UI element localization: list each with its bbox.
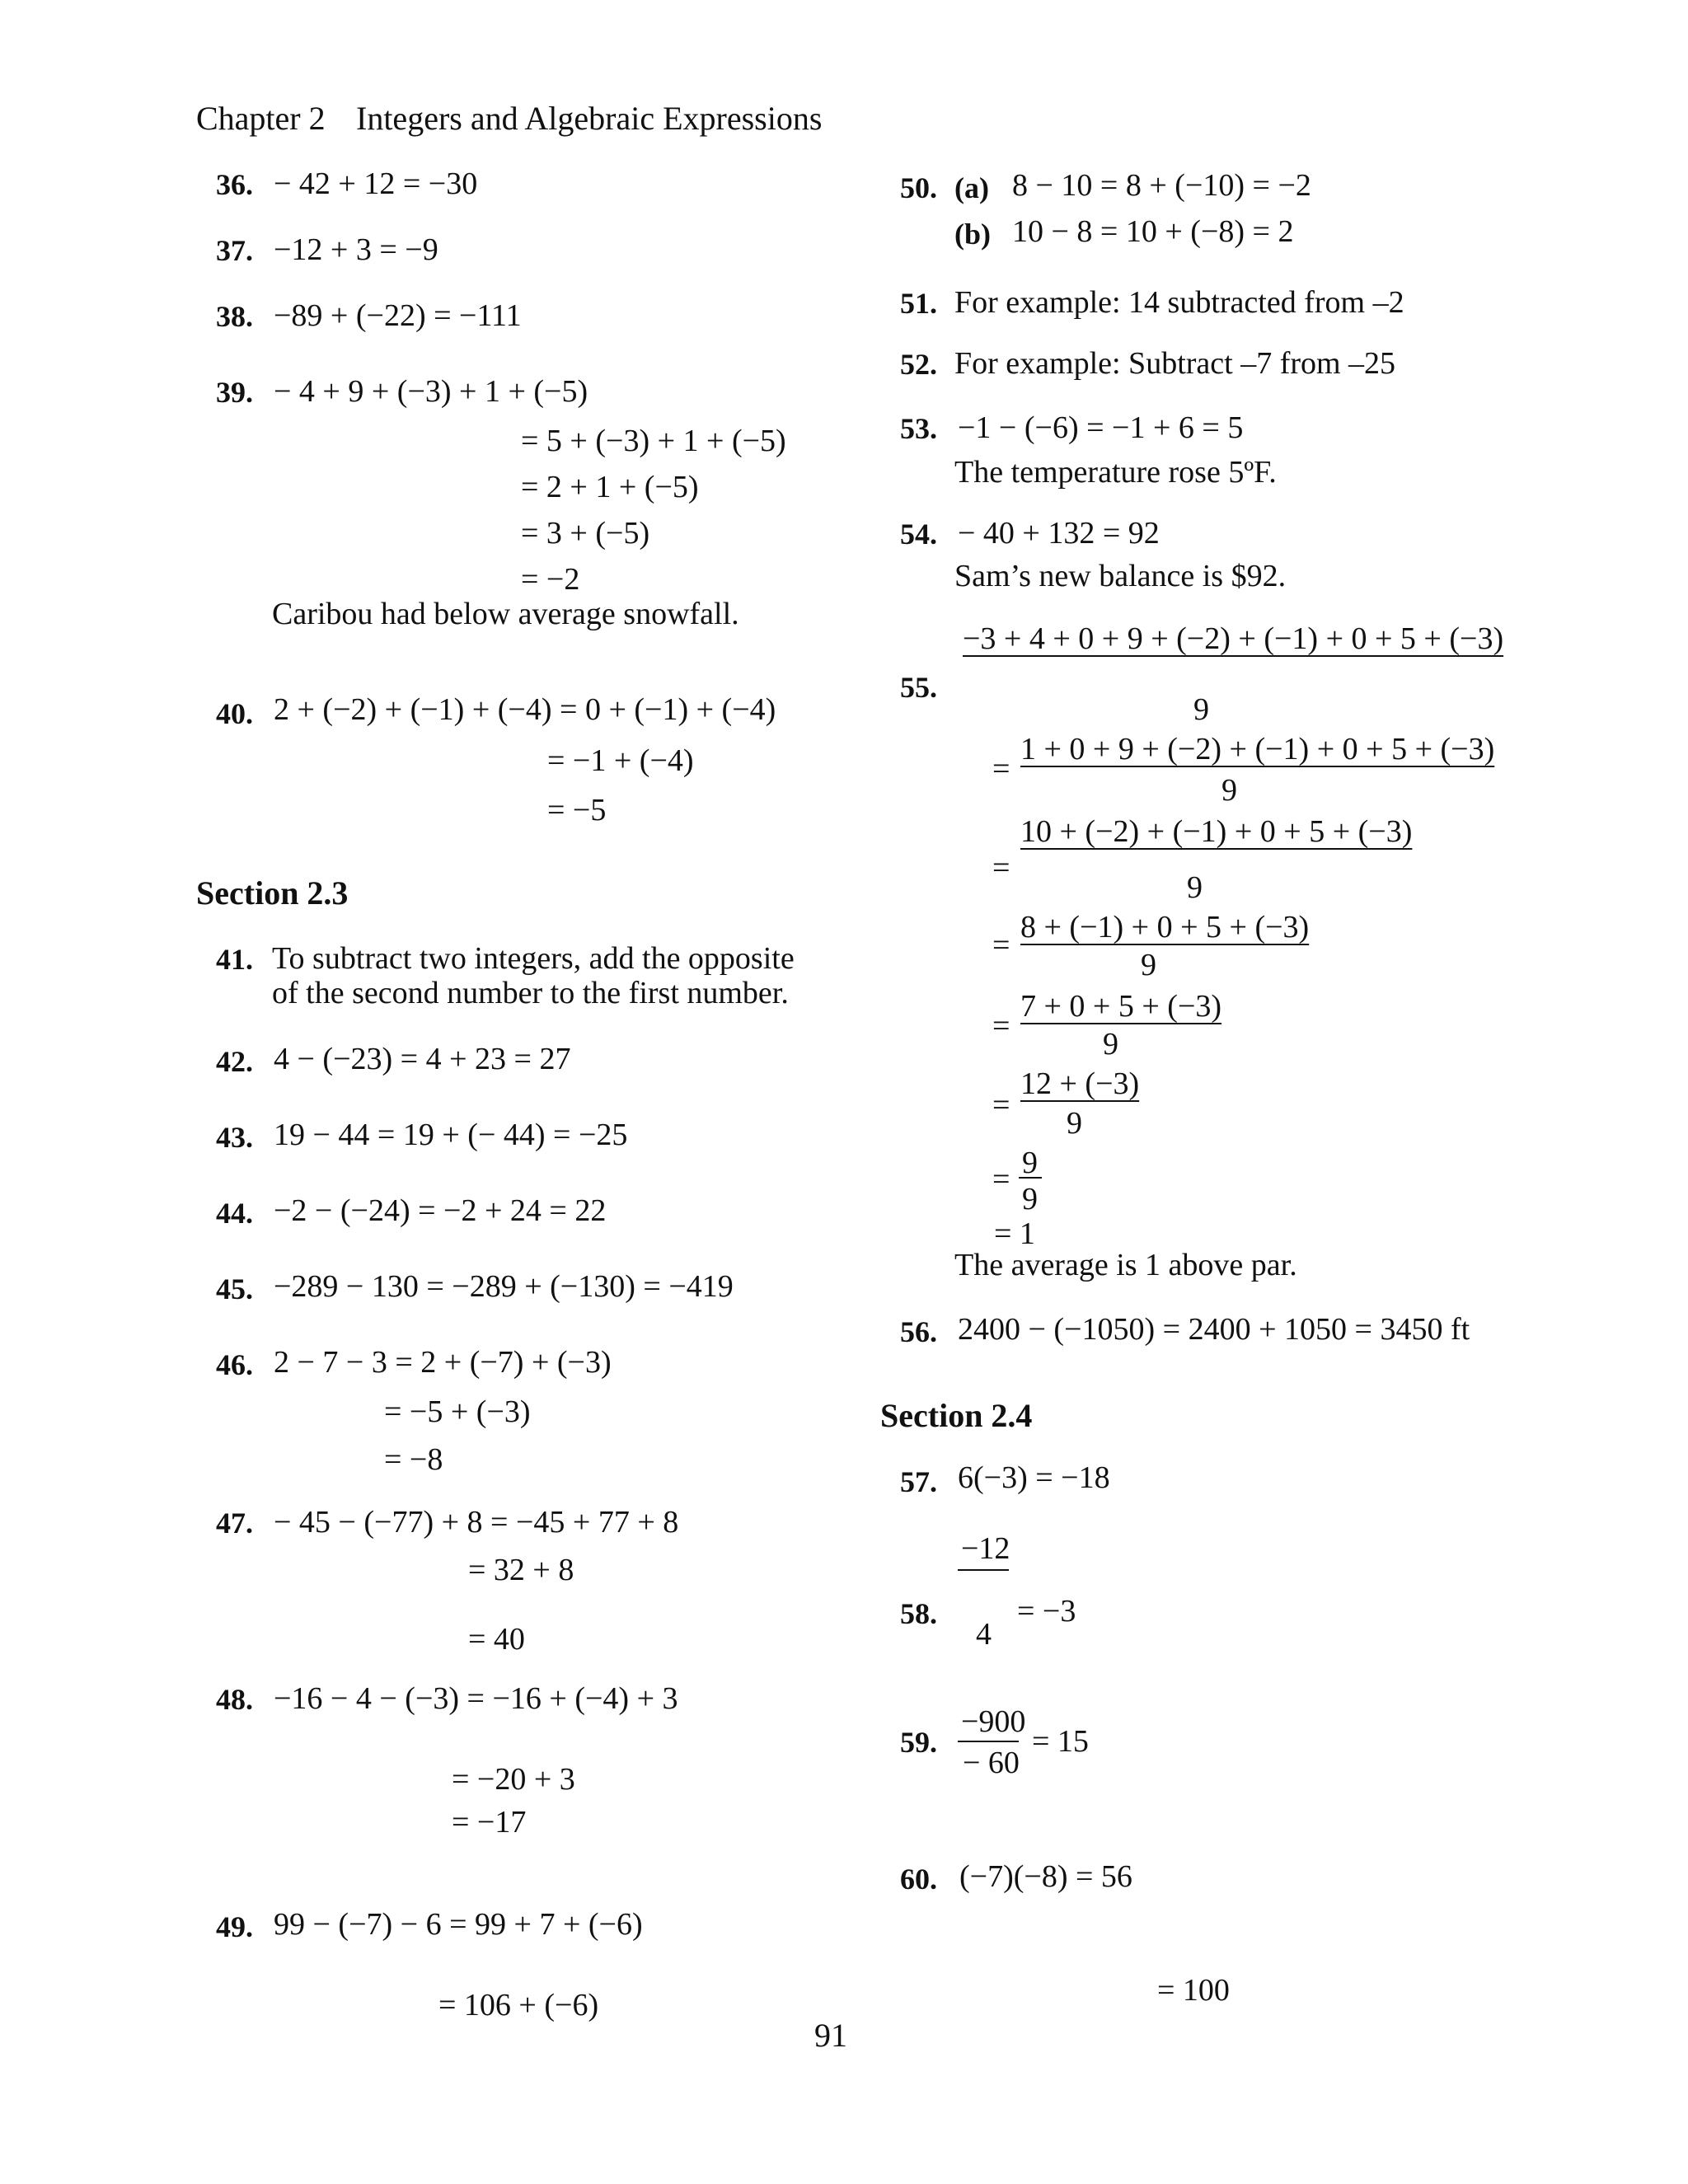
equation-line: −289 − 130 = −289 + (−130) = −419 xyxy=(274,1269,734,1304)
section-heading-2-4: Section 2.4 xyxy=(880,1397,1033,1434)
problem-number: 36. xyxy=(216,168,253,201)
fraction-numerator: 9 xyxy=(1022,1146,1038,1180)
fraction-denominator: − 60 xyxy=(963,1746,1020,1780)
problem-number: 56. xyxy=(900,1315,937,1348)
fraction-denominator: 9 xyxy=(1221,773,1237,808)
text-line: To subtract two integers, add the opposite xyxy=(272,941,795,976)
conclusion-text: Caribou had below average snowfall. xyxy=(272,597,739,631)
equation-line: = 2 + 1 + (−5) xyxy=(521,470,699,504)
equation-line: (−7)(−8) = 56 xyxy=(959,1859,1132,1894)
equation-line: −12 + 3 = −9 xyxy=(274,232,438,267)
equation-line: 10 − 8 = 10 + (−8) = 2 xyxy=(1012,214,1294,249)
part-label: (b) xyxy=(954,218,991,251)
problem-number: 55. xyxy=(900,671,937,704)
fraction-bar xyxy=(958,1569,1009,1571)
equals-sign: = xyxy=(992,928,1010,963)
equation-line: − 4 + 9 + (−3) + 1 + (−5) xyxy=(274,374,588,409)
equals-sign: = xyxy=(992,1009,1010,1043)
problem-number: 52. xyxy=(900,348,937,381)
equation-line: = 5 + (−3) + 1 + (−5) xyxy=(521,424,786,458)
equation-line: = −2 xyxy=(521,562,580,597)
problem-number: 43. xyxy=(216,1121,253,1154)
fraction-denominator: 9 xyxy=(1187,870,1203,905)
equation-line: − 42 + 12 = −30 xyxy=(274,166,478,201)
fraction-bar xyxy=(1019,1177,1042,1179)
problem-number: 58. xyxy=(900,1597,937,1630)
equation-line: − 40 + 132 = 92 xyxy=(958,516,1160,551)
fraction-numerator: −900 xyxy=(961,1704,1026,1739)
equation-line: − 45 − (−77) + 8 = −45 + 77 + 8 xyxy=(274,1505,679,1540)
equation-line: 99 − (−7) − 6 = 99 + 7 + (−6) xyxy=(274,1907,643,1942)
problem-number: 39. xyxy=(216,376,253,409)
problem-number: 46. xyxy=(216,1348,253,1381)
equation-rest: = 15 xyxy=(1032,1724,1089,1759)
text-line: of the second number to the first number. xyxy=(272,976,789,1010)
problem-number: 50. xyxy=(900,171,937,204)
equation-line: = 3 + (−5) xyxy=(521,516,650,551)
equation-line: = −1 + (−4) xyxy=(547,743,694,778)
problem-number: 60. xyxy=(900,1863,937,1896)
fraction-numerator: −12 xyxy=(961,1531,1010,1566)
final-result: = 1 xyxy=(994,1216,1035,1251)
fraction-denominator: 9 xyxy=(1103,1027,1118,1062)
page-number: 91 xyxy=(814,2017,847,2054)
equation-line: = −20 + 3 xyxy=(452,1762,575,1797)
section-heading-2-3: Section 2.3 xyxy=(196,874,349,912)
fraction-numerator: 12 + (−3) xyxy=(1020,1066,1140,1101)
equals-sign: = xyxy=(992,1162,1010,1197)
fraction-numerator: −3 + 4 + 0 + 9 + (−2) + (−1) + 0 + 5 + (−3) xyxy=(963,621,1504,656)
problem-number: 54. xyxy=(900,518,937,551)
chapter-title: Integers and Algebraic Expressions xyxy=(356,100,823,137)
problem-number: 42. xyxy=(216,1045,253,1078)
conclusion-text: The average is 1 above par. xyxy=(954,1248,1297,1282)
equation-line: = −5 xyxy=(547,793,607,827)
fraction-numerator: 7 + 0 + 5 + (−3) xyxy=(1020,989,1222,1024)
problem-number: 51. xyxy=(900,287,937,320)
fraction-denominator: 4 xyxy=(976,1617,992,1652)
equation-line: = 32 + 8 xyxy=(468,1553,574,1587)
text-line: The temperature rose 5ºF. xyxy=(954,455,1277,490)
fraction-numerator: 8 + (−1) + 0 + 5 + (−3) xyxy=(1020,910,1310,944)
equation-line: −89 + (−22) = −111 xyxy=(274,298,522,333)
equation-line: 19 − 44 = 19 + (− 44) = −25 xyxy=(274,1118,628,1152)
equation-line: −2 − (−24) = −2 + 24 = 22 xyxy=(274,1193,607,1228)
problem-number: 57. xyxy=(900,1465,937,1498)
equation-line: 4 − (−23) = 4 + 23 = 27 xyxy=(274,1042,571,1076)
problem-number: 53. xyxy=(900,412,937,445)
problem-number: 41. xyxy=(216,943,253,976)
text-line: For example: Subtract –7 from –25 xyxy=(954,346,1396,381)
equals-sign: = xyxy=(992,1088,1010,1122)
equation-line: = −17 xyxy=(452,1805,527,1840)
equals-sign: = xyxy=(992,752,1010,786)
fraction-denominator: 9 xyxy=(1141,948,1156,982)
problem-number: 40. xyxy=(216,697,253,730)
equation-line: −16 − 4 − (−3) = −16 + (−4) + 3 xyxy=(274,1681,678,1716)
equals-sign: = xyxy=(992,851,1010,885)
equation-line: = −5 + (−3) xyxy=(384,1394,531,1429)
problem-number: 47. xyxy=(216,1507,253,1540)
text-line: For example: 14 subtracted from –2 xyxy=(954,285,1404,320)
equation-line: 6(−3) = −18 xyxy=(958,1460,1110,1495)
chapter-label: Chapter 2 xyxy=(196,100,326,137)
equation-line: −1 − (−6) = −1 + 6 = 5 xyxy=(958,410,1244,445)
problem-number: 45. xyxy=(216,1272,253,1305)
text-line: Sam’s new balance is $92. xyxy=(954,559,1287,593)
problem-number: 49. xyxy=(216,1910,253,1943)
fraction-denominator: 9 xyxy=(1067,1106,1082,1141)
fraction-denominator: 9 xyxy=(1022,1182,1038,1216)
problem-number: 38. xyxy=(216,300,253,333)
problem-number: 59. xyxy=(900,1726,937,1759)
equation-line: 8 − 10 = 8 + (−10) = −2 xyxy=(1012,168,1311,203)
equation-line: = 40 xyxy=(468,1622,525,1657)
fraction-numerator: 10 + (−2) + (−1) + 0 + 5 + (−3) xyxy=(1020,814,1413,849)
equation-rest: = −3 xyxy=(1017,1594,1076,1629)
equation-line: 2 − 7 − 3 = 2 + (−7) + (−3) xyxy=(274,1345,612,1380)
part-label: (a) xyxy=(954,171,989,204)
equation-line: 2400 − (−1050) = 2400 + 1050 = 3450 ft xyxy=(958,1312,1470,1347)
problem-number: 37. xyxy=(216,234,253,267)
equation-line: 2 + (−2) + (−1) + (−4) = 0 + (−1) + (−4) xyxy=(274,692,776,727)
equation-line: = −8 xyxy=(384,1442,443,1477)
fraction-numerator: 1 + 0 + 9 + (−2) + (−1) + 0 + 5 + (−3) xyxy=(1020,732,1495,766)
fraction-bar xyxy=(958,1741,1019,1742)
problem-number: 44. xyxy=(216,1197,253,1230)
equation-line: = 106 + (−6) xyxy=(438,1988,599,2022)
problem-number: 48. xyxy=(216,1683,253,1716)
fraction-denominator: 9 xyxy=(1193,692,1209,727)
equation-line: = 100 xyxy=(1157,1973,1230,2008)
